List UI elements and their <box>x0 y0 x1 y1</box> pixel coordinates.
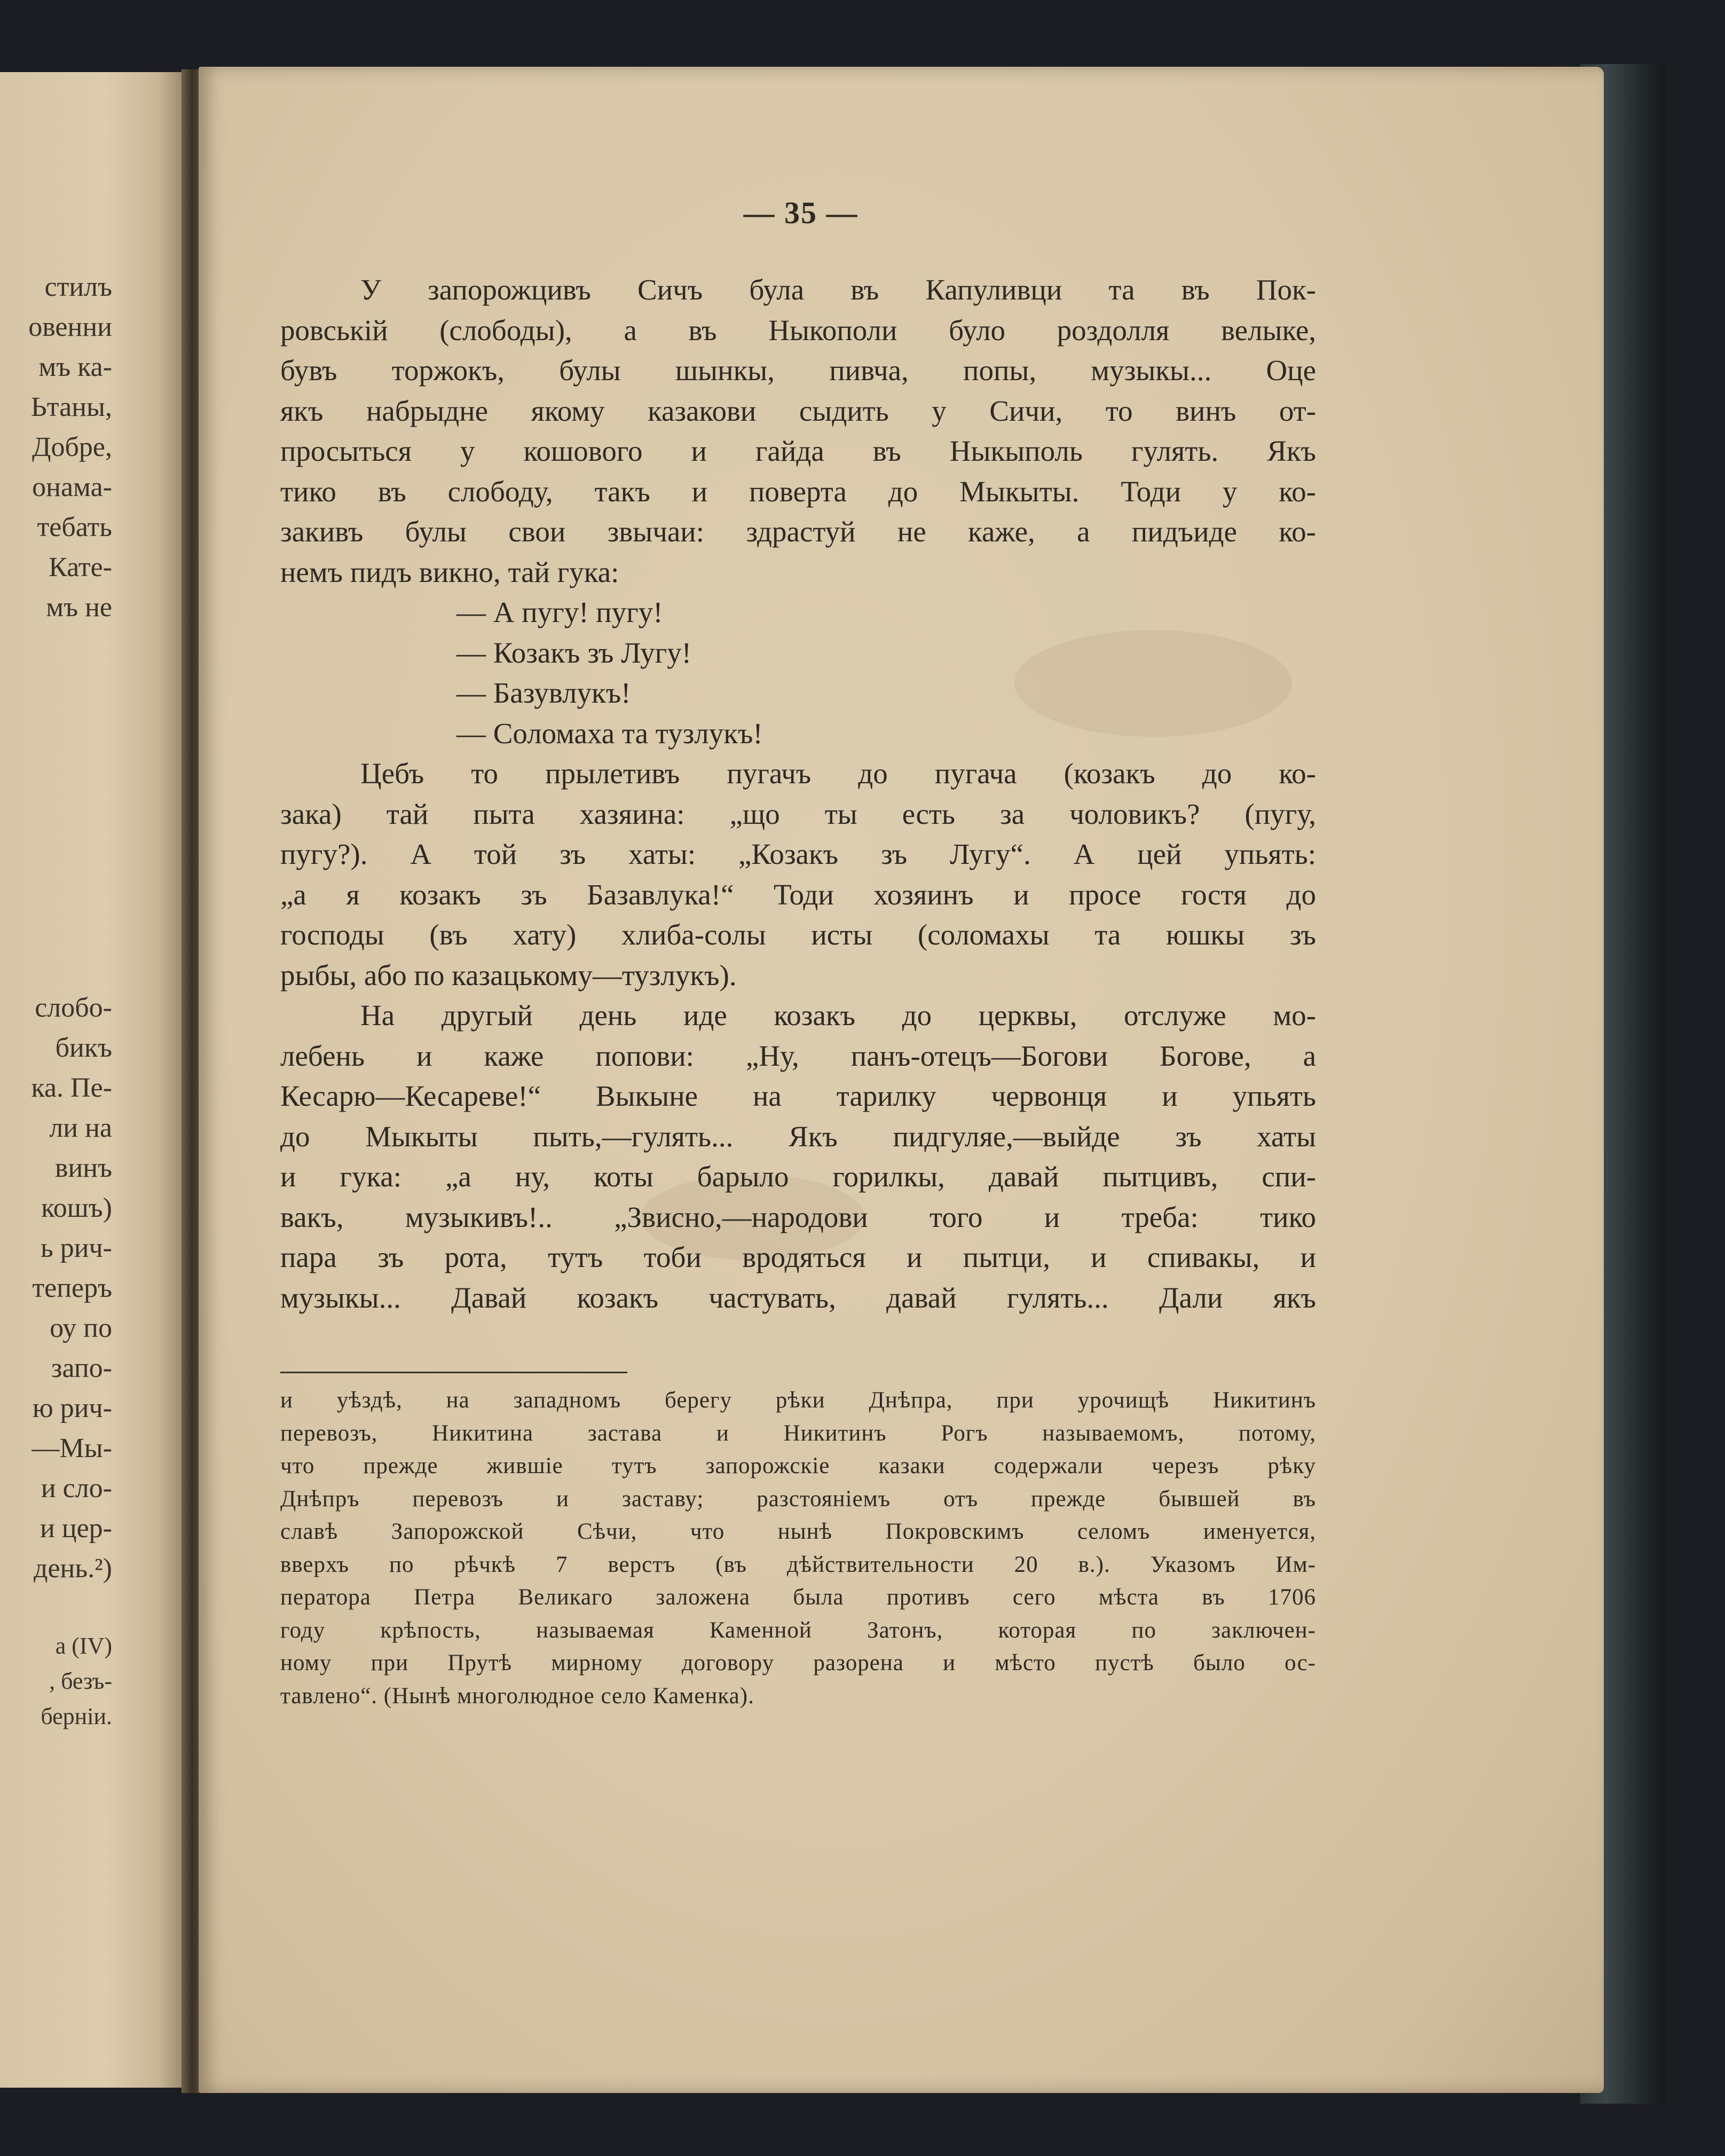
left-page-line <box>0 788 112 828</box>
left-page-line: мъ ка- <box>38 352 112 382</box>
footnote-line: вверхъ по рѣчкѣ 7 верстъ (въ дѣйствительности 20 в.). Указомъ Им- <box>280 1552 1316 1577</box>
text-line: просыться у кошового и гайда въ Ныкыполь гулять. Якъ <box>280 435 1316 467</box>
left-page-line: оу по <box>50 1313 112 1343</box>
text-line: пугу?). А той зъ хаты: „Козакъ зъ Лугу“. А цей упьять: <box>280 838 1316 870</box>
text-line: тико въ слободу, такъ и поверта до Мыкыты. Тоди у ко- <box>280 475 1316 508</box>
left-page-line: а (IV) <box>55 1633 112 1659</box>
footnote-line: году крѣпость, называемая Каменной Затонъ, которая по заключен- <box>280 1617 1316 1643</box>
left-page-line: , безъ- <box>49 1668 112 1694</box>
left-page-line <box>0 707 112 747</box>
text-line: Цебъ то прылетивъ пугачъ до пугача (козакъ до ко- <box>360 757 1316 790</box>
left-page-line: тебать <box>37 512 112 542</box>
text-line: немъ пидъ викно, тай гука: <box>280 555 619 588</box>
footnote-line: ператора Петра Великаго заложена была противъ сего мѣста въ 1706 <box>280 1585 1316 1610</box>
text-line: музыкы... Давай козакъ частувать, давай гулять... Дали якъ <box>280 1281 1316 1314</box>
left-page-line: и цер- <box>40 1513 112 1544</box>
left-page-line: теперъ <box>32 1273 112 1303</box>
text-line: до Мыкыты пыть,—гулять... Якъ пидгуляе,—выйде зъ хаты <box>280 1120 1316 1153</box>
left-page-line: мъ не <box>46 592 112 623</box>
text-line: лебень и каже попови: „Ну, панъ-отецъ—Богови Богове, а <box>280 1039 1316 1072</box>
text-line: Кесарю—Кесареве!“ Выкыне на тарилку червонця и упьять <box>280 1080 1316 1112</box>
left-page <box>0 72 192 2088</box>
footnote-line: перевозъ, Никитина застава и Никитинъ Рогъ называемомъ, потому, <box>280 1420 1316 1446</box>
text-line: закивъ булы свои звычаи: здрастуй не каже, а пидъиде ко- <box>280 515 1316 548</box>
left-page-line: бикъ <box>55 1033 112 1063</box>
footnote-line: и уѣздѣ, на западномъ берегу рѣки Днѣпра, при урочищѣ Никитинъ <box>280 1388 1316 1413</box>
left-page-text-column <box>0 267 112 1734</box>
left-page-line: кошъ) <box>41 1193 112 1223</box>
left-page-line: винъ <box>54 1153 112 1183</box>
footnote-line: ному при Прутѣ мирному договору разорена и мѣсто пустѣ было ос- <box>280 1650 1316 1675</box>
left-page-line: ю рич- <box>32 1393 112 1423</box>
text-line: — Базувлукъ! <box>456 676 631 709</box>
footnote-block <box>280 1384 1316 1712</box>
left-page-line: —Мы- <box>31 1433 112 1463</box>
text-line: якъ набрыдне якому казакови сыдить у Сичи, то винъ от- <box>280 394 1316 427</box>
left-page-line: ь рич- <box>40 1233 112 1263</box>
footnote-separator <box>280 1372 627 1373</box>
text-line: господы (въ хату) хлиба-солы исты (соломахы та юшкы зъ <box>280 918 1316 951</box>
footnote-line: тавлено“. (Нынѣ многолюдное село Каменка). <box>280 1683 754 1709</box>
text-line: вакъ, музыкивъ!.. „Звисно,—народови того и треба: тико <box>280 1200 1316 1233</box>
left-page-line: запо- <box>51 1353 112 1383</box>
left-page-line <box>0 747 112 788</box>
left-page-line: ка. Пе- <box>31 1073 112 1103</box>
left-page-line: берніи. <box>41 1703 112 1729</box>
text-line: рыбы, або по казацькому—тузлукъ). <box>280 958 737 992</box>
left-page-line <box>0 627 112 667</box>
left-page-line: слобо- <box>35 993 112 1023</box>
left-page-line: день.²) <box>34 1553 112 1584</box>
left-page-line <box>0 1588 112 1628</box>
left-page-line <box>0 868 112 908</box>
text-line: — Козакъ зъ Лугу! <box>456 636 692 669</box>
left-page-line <box>0 908 112 948</box>
text-line: — А пугу! пугу! <box>456 596 663 628</box>
text-line: На другый день иде козакъ до церквы, отслуже мо- <box>360 999 1316 1032</box>
left-page-line <box>0 828 112 868</box>
text-line: зака) тай пыта хазяина: „що ты есть за чоловикъ? (пугу, <box>280 797 1316 830</box>
text-line: — Соломаха та тузлукъ! <box>456 717 763 750</box>
text-line: и гука: „а ну, коты барыло горилкы, давай пытцивъ, спи- <box>280 1160 1316 1193</box>
left-page-line: Ьтаны, <box>30 392 112 422</box>
left-page-line: овенни <box>28 312 112 342</box>
left-page-line: ли на <box>49 1113 112 1143</box>
left-page-line: Добре, <box>31 432 112 462</box>
left-page-line: онама- <box>32 472 112 502</box>
text-line: ровській (слободы), а въ Ныкополи було роздолля велыке, <box>280 313 1316 347</box>
left-page-line <box>0 667 112 707</box>
text-line: пара зъ рота, тутъ тоби вродяться и пытци, и спивакы, и <box>280 1241 1316 1273</box>
footnote-line: славѣ Запорожской Сѣчи, что нынѣ Покровскимъ селомъ именуется, <box>280 1519 1316 1544</box>
left-page-line: Кате- <box>49 552 112 583</box>
left-page-line: стилъ <box>44 272 112 302</box>
text-line: „а я козакъ зъ Базавлука!“ Тоди хозяинъ и просе гостя до <box>280 878 1316 911</box>
page-number: — 35 — <box>743 195 858 230</box>
main-text-block <box>280 270 1316 1318</box>
footnote-line: что прежде жившіе тутъ запорожскіе казаки содержали черезъ рѣку <box>280 1453 1316 1478</box>
left-page-line: и сло- <box>41 1473 112 1504</box>
text-line: бувъ торжокъ, булы шынкы, пивча, попы, музыкы... Оце <box>280 354 1316 387</box>
left-page-line <box>0 948 112 988</box>
footnote-line: Днѣпръ перевозъ и заставу; разстояніемъ отъ прежде бывшей въ <box>280 1486 1316 1512</box>
text-line: У запорожцивъ Сичъ була въ Капуливци та въ Пок- <box>360 273 1316 306</box>
